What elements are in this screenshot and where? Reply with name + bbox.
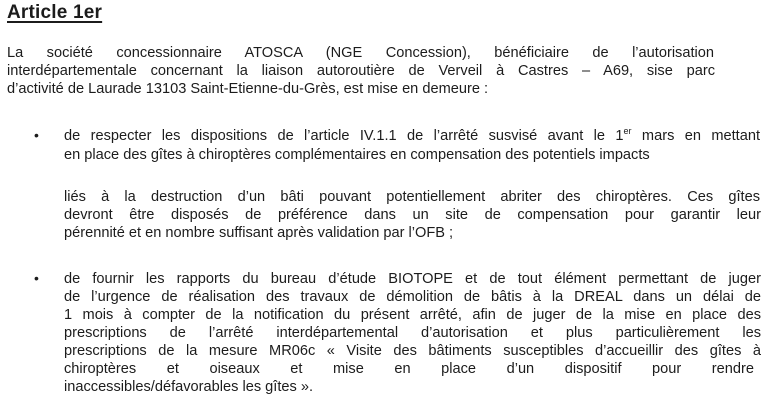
item2-line-3: 1 mois à compter de la notification du présent arrêté, afin de juger de la mise en place des bbox=[64, 307, 761, 323]
item1-line-2: en place des gîtes à chiroptères complémentaires en compensation des potentiels impacts bbox=[64, 147, 650, 163]
item1-line-4: devront être disposés de préférence dans un site de compensation pour garantir leur bbox=[64, 207, 761, 223]
item2-line-7: inaccessibles/défavorables les gîtes ». bbox=[64, 379, 314, 395]
intro-line-3: d’activité de Laurade 13103 Saint-Etienne-du-Grès, est mise en demeure : bbox=[7, 81, 489, 97]
ordinal-superscript: er bbox=[623, 126, 632, 136]
bullet-marker-2: • bbox=[34, 270, 39, 286]
intro-line-2: interdépartementale concernant la liaison autoroutière de Verveil à Castres – A69, sise parc bbox=[7, 63, 715, 79]
intro-line-1: La société concessionnaire ATOSCA (NGE Concession), bénéficiaire de l’autorisation bbox=[7, 45, 714, 61]
item1-line-1-tail: mars en mettant bbox=[631, 128, 761, 144]
item1-line-1 bbox=[64, 127, 760, 145]
bullet-marker-1: • bbox=[34, 127, 39, 143]
item2-line-5: prescriptions de la mesure MR06c « Visite des bâtiments susceptibles d’accueillir des gîtes à bbox=[64, 343, 761, 359]
item2-line-2: de l’urgence de réalisation des travaux de démolition de bâtis à la DREAL dans un délai de bbox=[64, 289, 761, 305]
item2-line-6: chiroptères et oiseaux et mise en place d’un dispositif pour rendre bbox=[64, 361, 754, 377]
item1-line-1-text: de respecter les dispositions de l’article IV.1.1 de l’arrêté susvisé avant le 1 bbox=[64, 128, 624, 144]
item1-line-3: liés à la destruction d’un bâti pouvant potentiellement abriter des chiroptères. Ces gîtes bbox=[64, 189, 760, 205]
article-title: Article 1er bbox=[7, 2, 103, 23]
item2-line-1: de fournir les rapports du bureau d’étude BIOTOPE et de tout élément permettant de juger bbox=[64, 271, 761, 287]
item2-line-4: prescriptions de l’arrêté interdépartemental d’autorisation et plus particulièrement les bbox=[64, 325, 761, 341]
item1-line-5: pérennité et en nombre suffisant après validation par l’OFB ; bbox=[64, 225, 454, 241]
